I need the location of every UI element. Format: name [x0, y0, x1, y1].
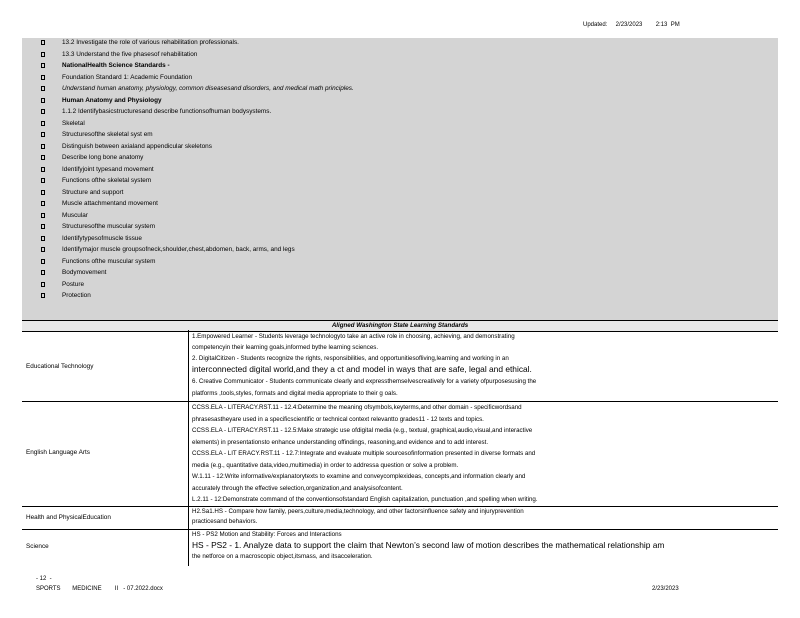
- checkbox-bullet-icon: [41, 121, 45, 126]
- standard-line: CCSS.ELA - LITERACY.RST.11 - 12.4:Determine the meaning ofsymbols,keyterms,and other domain - specificwordsand: [192, 404, 522, 411]
- checkbox-bullet-icon: [41, 167, 45, 172]
- updated-timestamp: Updated: 2/23/2023 2:13 PM: [583, 22, 680, 28]
- footer-date: 2/23/2023: [652, 586, 679, 592]
- checkbox-bullet-icon: [41, 247, 45, 252]
- table-row: [22, 529, 778, 566]
- checkbox-bullet-icon: [41, 201, 45, 206]
- list-item: Functions ofthe skeletal system: [22, 176, 778, 186]
- standard-line: media (e.g., quantitative data,video,multimedia) in order to addressa question or solve a problem.: [192, 461, 459, 469]
- aligned-standards-table: [22, 320, 778, 566]
- list-item: Bodymovement: [22, 268, 778, 278]
- checkbox-bullet-icon: [41, 282, 45, 287]
- checkbox-bullet-icon: [41, 40, 45, 45]
- checkbox-bullet-icon: [41, 236, 45, 241]
- list-item: Posture: [22, 280, 778, 290]
- checkbox-bullet-icon: [41, 213, 45, 218]
- table-row: [22, 506, 778, 530]
- list-item: Identifyjoint typesand movement: [22, 165, 778, 175]
- checkbox-bullet-icon: [41, 52, 45, 57]
- list-item: Protection: [22, 291, 778, 301]
- table-row: [22, 401, 778, 507]
- row-subject: Science: [26, 543, 49, 550]
- standards-list: [22, 38, 778, 320]
- standard-line: 6. Creative Communicator - Students communicate clearly and expressthemselvescreatively for a variety ofpurposesusing the: [192, 378, 537, 385]
- footer-filename: SPORTS MEDICINE II - 07.2022.docx: [36, 586, 163, 592]
- checkbox-bullet-icon: [41, 155, 45, 160]
- standard-line: L.2.11 - 12:Demonstrate command of the conventionsofstandard English capitalization, punctuation ,and spelling when writing.: [192, 496, 538, 503]
- row-subject: English Language Arts: [26, 449, 90, 456]
- row-standards: [188, 506, 778, 529]
- list-item: Identifytypesofmuscle tissue: [22, 234, 778, 244]
- checkbox-bullet-icon: [41, 144, 45, 149]
- standard-line: H2.Sa1.HS - Compare how family, peers,culture,media,technology, and other factorsinfluence safety and injuryprevention: [192, 508, 524, 515]
- standard-line: elements) in presentationsto enhance understanding offindings, reasoning,and evidence and to add interest.: [192, 438, 489, 446]
- standard-line: 2. DigitalCitizen - Students recognize the rights, responsibilities, and opportunitiesofliving,learning and working in an: [192, 355, 509, 362]
- checkbox-bullet-icon: [41, 109, 45, 114]
- table-title: Aligned Washington State Learning Standards: [22, 320, 778, 332]
- page-number: - 12 -: [36, 576, 52, 582]
- list-item: Structuresofthe muscular system: [22, 222, 778, 232]
- standard-line: competencyin their learning goals,informed bythe learning sciences.: [192, 344, 379, 351]
- checkbox-bullet-icon: [41, 293, 45, 298]
- checkbox-bullet-icon: [41, 98, 45, 103]
- list-item: 13.2 Investigate the role of various rehabilitation professionals.: [22, 38, 778, 48]
- standard-line: platforms ,tools,styles, formats and digital media appropriate to their g oals.: [192, 390, 398, 397]
- row-subject: Educational Technology: [26, 363, 94, 370]
- list-item: Describe long bone anatomy: [22, 153, 778, 163]
- standard-line: 1.Empowered Learner - Students leverage technologyto take an active role in choosing, achieving, and demonstrating: [192, 333, 515, 340]
- list-item: Functions ofthe muscular system: [22, 257, 778, 267]
- list-item: Structuresofthe skeletal syst em: [22, 130, 778, 140]
- list-item: Muscle attachmentand movement: [22, 199, 778, 209]
- list-item: Identifymajor muscle groupsofneck,shoulder,chest,abdomen, back, arms, and legs: [22, 245, 778, 255]
- list-item: Skeletal: [22, 119, 778, 129]
- standard-line: the netforce on a macroscopic object,itsmass, and itsacceleration.: [192, 553, 373, 560]
- row-standards: [188, 330, 778, 401]
- standard-line: HS - PS2 - 1. Analyze data to support the claim that Newton’s second law of motion describes the mathematical relationship am: [192, 540, 665, 550]
- table-row: [22, 330, 778, 402]
- row-standards: [188, 529, 778, 566]
- list-item: 1.1.2 Identifybasicstructuresand describe functionsofhuman bodysystems.: [22, 107, 778, 117]
- list-item: Structure and support: [22, 188, 778, 198]
- standard-line: CCSS.ELA - LITERACY.RST.11 - 12.5:Make strategic use ofdigital media (e.g., textual, graphical,audio,visual,and interactive: [192, 427, 533, 434]
- list-item: Understand human anatomy, physiology, common diseasesand disorders, and medical math principles.: [22, 84, 778, 94]
- row-subject: Health and PhysicalEducation: [26, 514, 111, 521]
- standard-line: CCSS.ELA - LIT ERACY.RST.11 - 12.7:Integrate and evaluate multiple sourcesofinformation presented in diverse formats and: [192, 450, 536, 457]
- checkbox-bullet-icon: [41, 270, 45, 275]
- standard-line: practicesand behaviors.: [192, 518, 258, 525]
- standard-line: phrasesastheyare used in a specificscientific or technical context relevantto grades11 - 12 texts and topics.: [192, 415, 484, 423]
- row-standards: [188, 401, 778, 506]
- list-item: Distinguish between axialand appendicular skeletons: [22, 142, 778, 152]
- checkbox-bullet-icon: [41, 86, 45, 91]
- checkbox-bullet-icon: [41, 178, 45, 183]
- list-item: Muscular: [22, 211, 778, 221]
- standard-line: HS - PS2 Motion and Stability: Forces and Interactions: [192, 531, 342, 538]
- standard-line: W.1.11 - 12:Write informative/explanatorytexts to examine and conveycomplexideas, concepts,and information clearly and: [192, 473, 526, 480]
- checkbox-bullet-icon: [41, 132, 45, 137]
- checkbox-bullet-icon: [41, 75, 45, 80]
- standard-line: interconnected digital world,and they a ct and model in ways that are safe, legal and ethical.: [192, 364, 532, 374]
- checkbox-bullet-icon: [41, 224, 45, 229]
- standard-line: accurately through the effective selection,organization,and analysisofcontent.: [192, 484, 403, 492]
- checkbox-bullet-icon: [41, 259, 45, 264]
- checkbox-bullet-icon: [41, 190, 45, 195]
- list-item: Foundation Standard 1: Academic Foundation: [22, 73, 778, 83]
- list-item: NationalHealth Science Standards -: [22, 61, 778, 71]
- list-item: Human Anatomy and Physiology: [22, 96, 778, 106]
- list-item: 13.3 Understand the five phasesof rehabilitation: [22, 50, 778, 60]
- checkbox-bullet-icon: [41, 63, 45, 68]
